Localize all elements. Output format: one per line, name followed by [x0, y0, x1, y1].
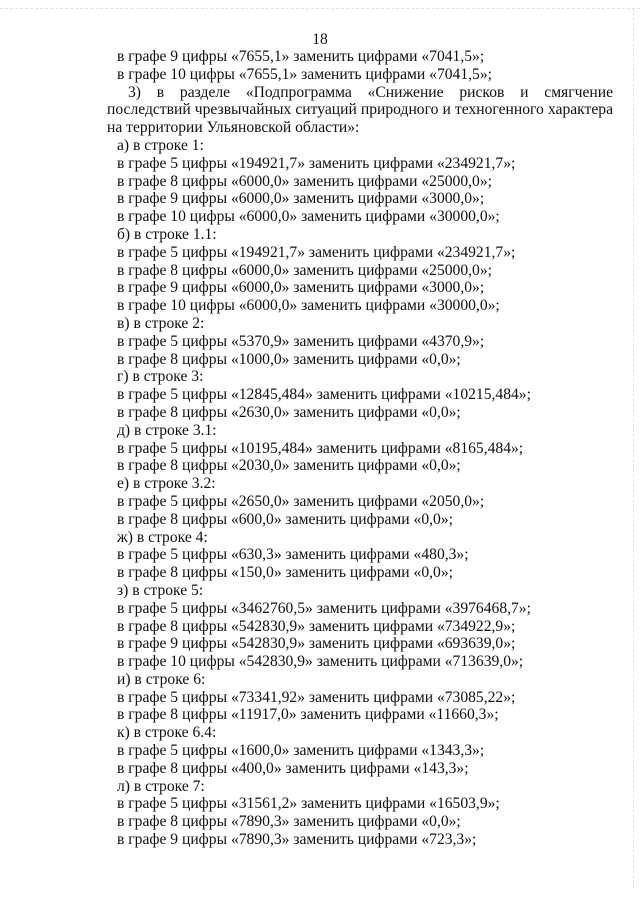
- list-item: б) в строке 1.1:: [117, 225, 217, 243]
- text-line: в графе 9 цифры «6000,0» заменить цифрами «3000,0»;: [117, 190, 485, 208]
- text-line: в графе 8 цифры «542830,9» заменить цифрами «734922,9»;: [117, 617, 516, 635]
- text-line: в графе 8 цифры «6000,0» заменить цифрами «25000,0»;: [117, 172, 492, 190]
- list-item: ж) в строке 4:: [117, 528, 208, 546]
- list-item: л) в строке 7:: [117, 777, 205, 795]
- scan-edge-right: [633, 8, 634, 888]
- text-line: в графе 5 цифры «31561,2» заменить цифрами «16503,9»;: [117, 795, 500, 813]
- text-line: в графе 9 цифры «7890,3» заменить цифрами «723,3»;: [117, 831, 477, 849]
- list-item: д) в строке 3.1:: [117, 421, 217, 439]
- text-line: в графе 8 цифры «2030,0» заменить цифрами «0,0»;: [117, 457, 461, 475]
- text-line: в графе 10 цифры «6000,0» заменить цифрами «30000,0»;: [117, 208, 500, 226]
- text-line: в графе 5 цифры «10195,484» заменить цифрами «8165,484»;: [117, 439, 524, 457]
- text-line: в графе 5 цифры «3462760,5» заменить цифрами «3976468,7»;: [117, 599, 531, 617]
- text-line: в графе 5 цифры «630,3» заменить цифрами «480,3»;: [117, 546, 469, 564]
- text-line: в графе 8 цифры «2630,0» заменить цифрами «0,0»;: [117, 403, 461, 421]
- list-item: г) в строке 3:: [117, 368, 204, 386]
- text-line: в графе 8 цифры «7890,3» заменить цифрами «0,0»;: [117, 813, 461, 831]
- text-line: в графе 5 цифры «12845,484» заменить цифрами «10215,484»;: [117, 386, 531, 404]
- list-item: в) в строке 2:: [117, 314, 205, 332]
- text-line: в графе 8 цифры «1000,0» заменить цифрами «0,0»;: [117, 350, 461, 368]
- text-line: в графе 10 цифры «7655,1» заменить цифрами «7041,5»;: [117, 65, 492, 83]
- list-item: е) в строке 3.2:: [117, 475, 216, 493]
- list-item: и) в строке 6:: [117, 670, 206, 688]
- page-number: 18: [312, 31, 328, 48]
- text-line: в графе 5 цифры «194921,7» заменить цифрами «234921,7»;: [117, 243, 516, 261]
- text-line: в графе 8 цифры «6000,0» заменить цифрами «25000,0»;: [117, 261, 492, 279]
- text-line: в графе 9 цифры «6000,0» заменить цифрами «3000,0»;: [117, 279, 485, 297]
- document-body: [107, 48, 613, 849]
- text-line: в графе 8 цифры «11917,0» заменить цифрами «11660,3»;: [117, 706, 499, 724]
- list-item: з) в строке 5:: [117, 581, 204, 599]
- text-line: в графе 9 цифры «542830,9» заменить цифрами «693639,0»;: [117, 635, 516, 653]
- text-line: в графе 5 цифры «194921,7» заменить цифрами «234921,7»;: [117, 154, 516, 172]
- text-line: в графе 8 цифры «600,0» заменить цифрами «0,0»;: [117, 510, 453, 528]
- scan-edge-top: [0, 8, 640, 9]
- text-line: в графе 8 цифры «400,0» заменить цифрами «143,3»;: [117, 759, 469, 777]
- text-line: в графе 5 цифры «73341,92» заменить цифрами «73085,22»;: [117, 688, 516, 706]
- text-line: в графе 5 цифры «5370,9» заменить цифрами «4370,9»;: [117, 332, 485, 350]
- text-line: в графе 8 цифры «150,0» заменить цифрами «0,0»;: [117, 564, 453, 582]
- list-item: к) в строке 6.4:: [117, 724, 217, 742]
- list-item: а) в строке 1:: [117, 136, 204, 154]
- text-line: в графе 5 цифры «1600,0» заменить цифрами «1343,3»;: [117, 742, 485, 760]
- text-line: в графе 10 цифры «542830,9» заменить цифрами «713639,0»;: [117, 653, 524, 671]
- text-line: в графе 5 цифры «2650,0» заменить цифрами «2050,0»;: [117, 492, 485, 510]
- text-line: в графе 9 цифры «7655,1» заменить цифрами «7041,5»;: [117, 48, 485, 65]
- text-line: в графе 10 цифры «6000,0» заменить цифрами «30000,0»;: [117, 297, 500, 315]
- section-paragraph: 3) в разделе «Подпрограмма «Снижение рисков и смягчение последствий чрезвычайных ситуаций природного и техногенного характера на территории Ульяновской области»:: [107, 83, 613, 137]
